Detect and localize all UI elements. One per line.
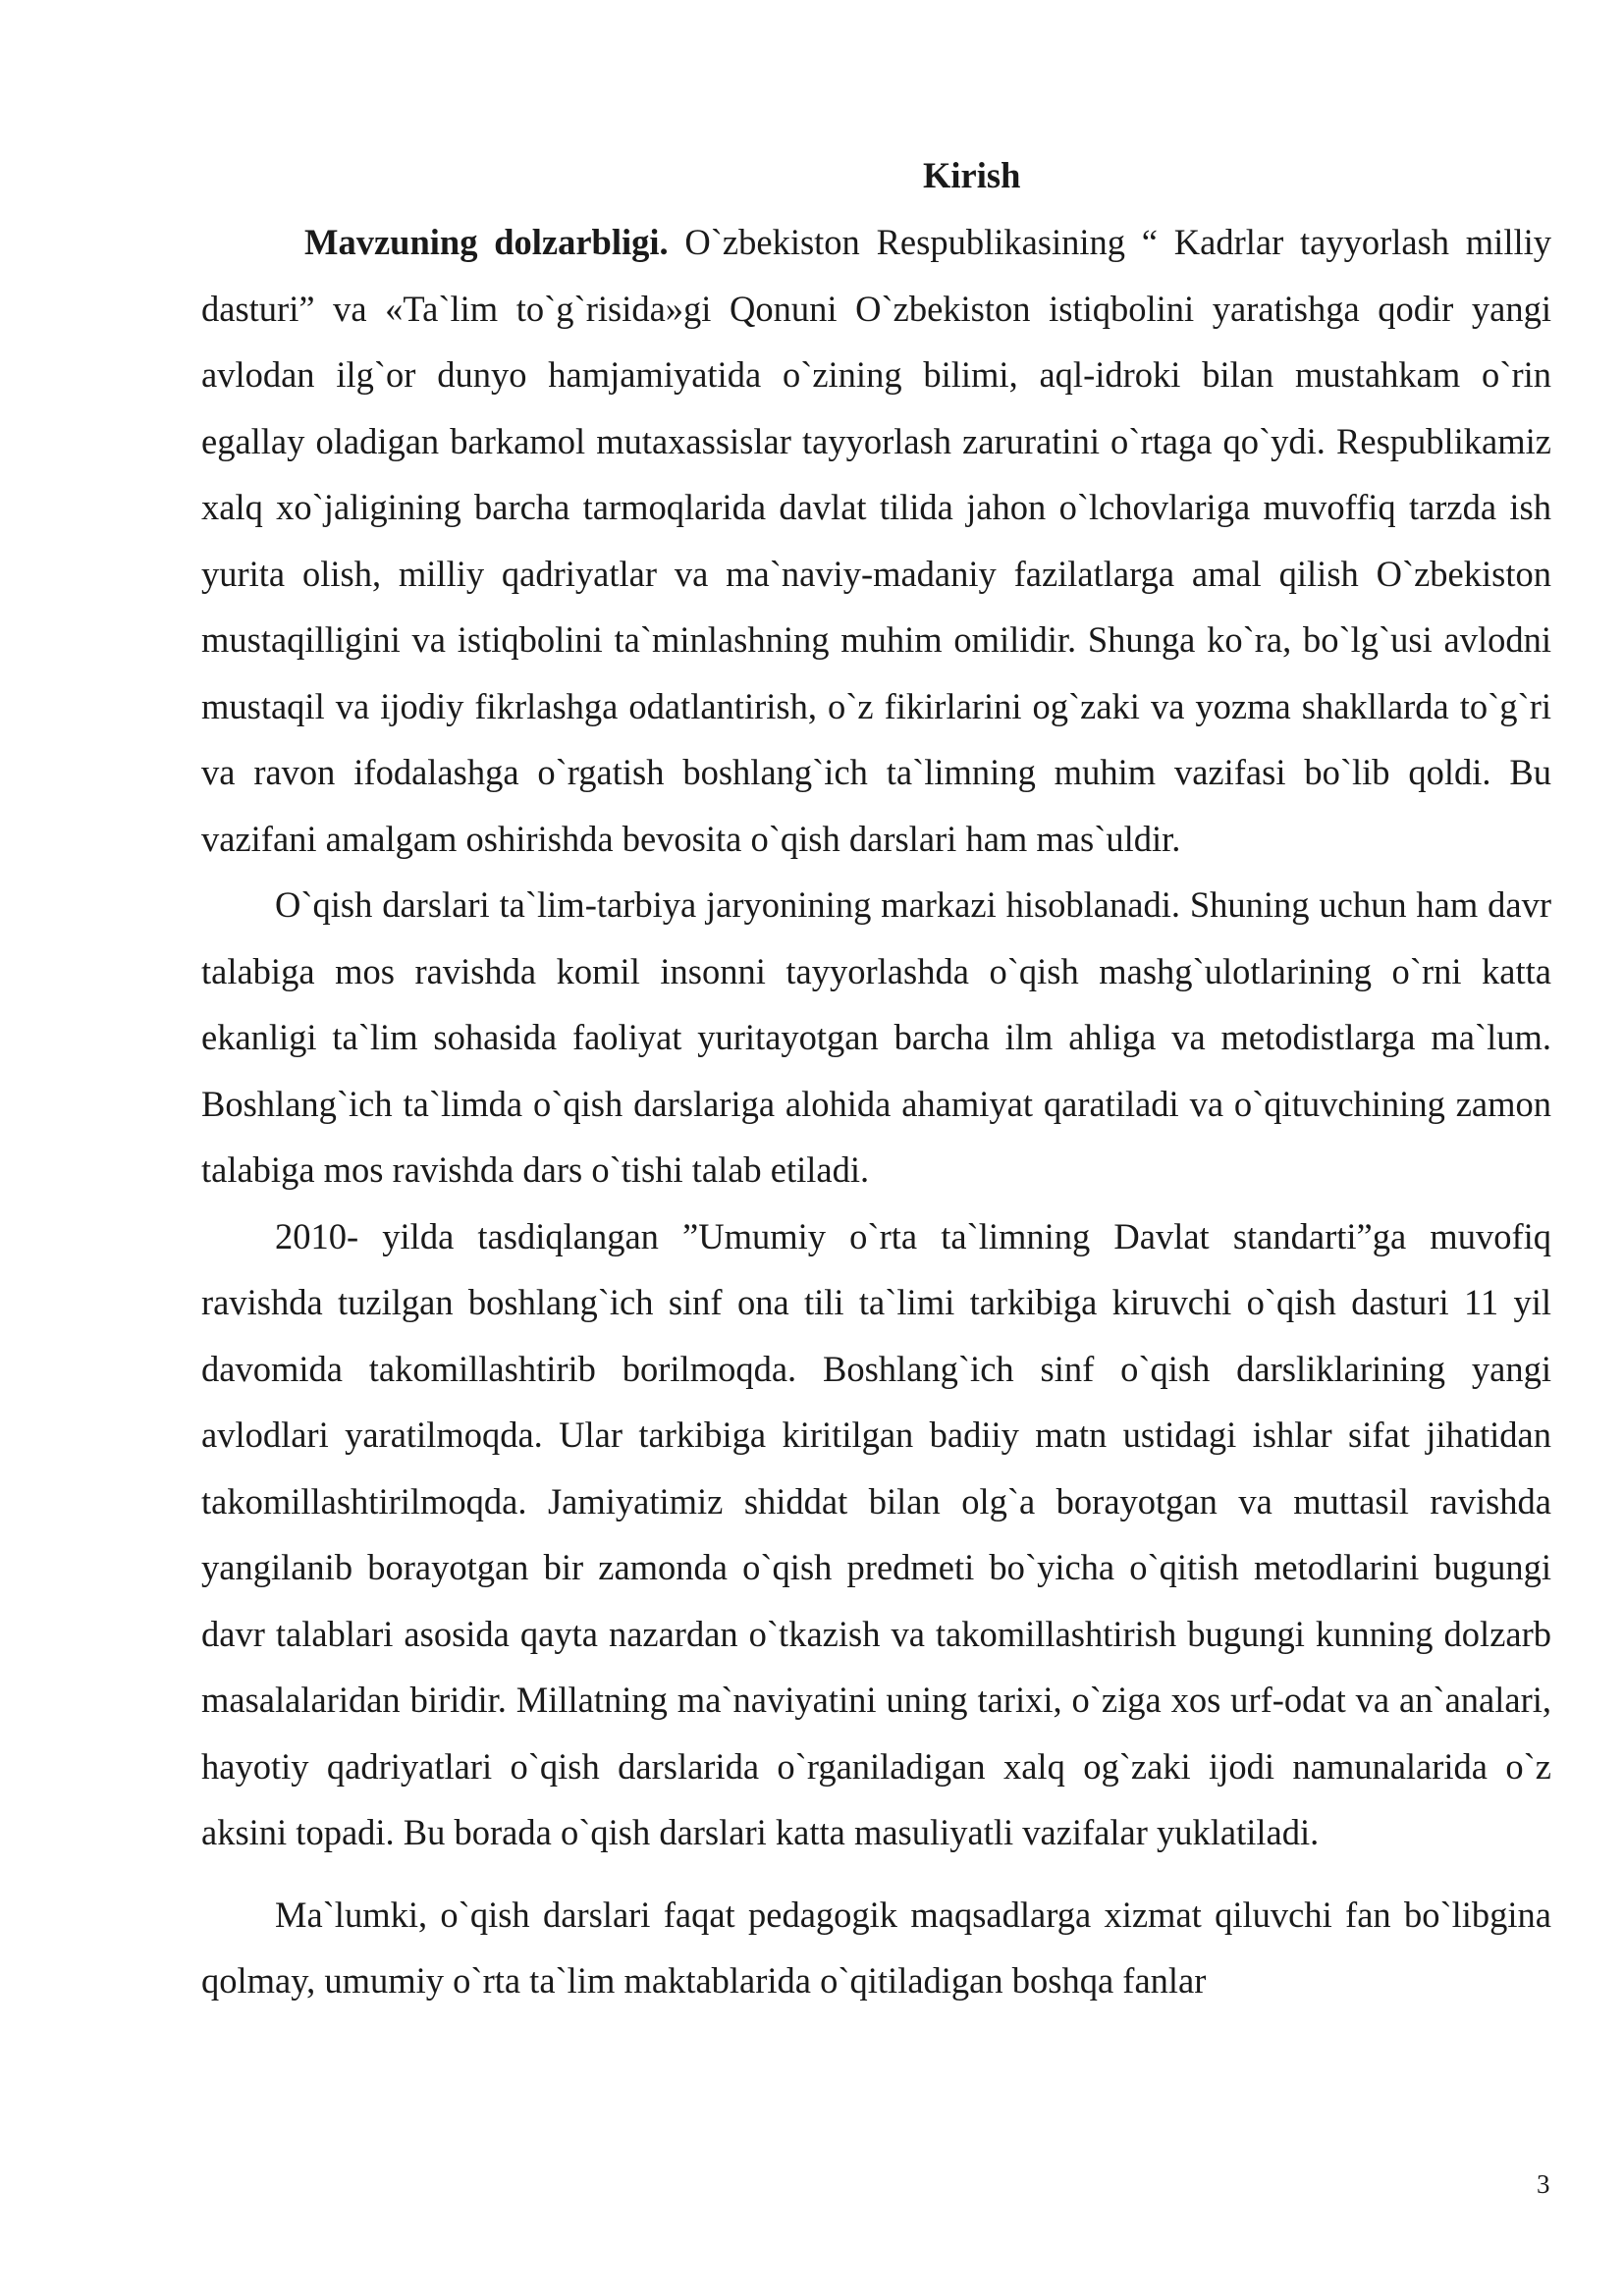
paragraph-known: Ma`lumki, o`qish darslari faqat pedagogik maqsadlarga xizmat qiluvchi fan bo`libgina qolmay, umumiy o`rta ta`lim maktablarida o`qitiladigan boshqa fanlar xyxy=(201,1894,1551,2001)
paragraph-relevance-body: O`zbekiston Respublikasining “ Kadrlar tayyorlash milliy dasturi” va «Ta`lim to`g`risida»gi Qonuni O`zbekiston istiqbolini yaratishga qodir yangi avlodan ilg`or dunyo hamjamiyatida o`zining bilimi, aql-idroki bilan mustahkam o`rin egallay oladigan barkamol mutaxassislar tayyorlash zaruratini o`rtaga qo`ydi. Respublikamiz xalq xo`jaligining barcha tarmoqlarida davlat tilida jahon o`lchovlariga muvoffiq tarzda ish yurita olish, milliy qadriyatlar va ma`naviy-madaniy fazilatlarga amal qilish O`zbekiston mustaqilligini va istiqbolini ta`minlashning muhim omilidir. Shunga ko`ra, bo`lg`usi avlodni mustaqil va ijodiy fikrlashga odatlantirish, o`z fikirlarini og`zaki va yozma shakllarda to`g`ri va ravon ifodalashga o`rgatish boshlang`ich ta`limning muhim vazifasi bo`lib qoldi. Bu vazifani amalgam oshirishda bevosita o`qish darslari ham mas`uldir. xyxy=(201,222,1551,859)
page-number: 3 xyxy=(1537,2169,1550,2199)
paragraph-lead: Mavzuning dolzarbligi. xyxy=(304,222,669,262)
paragraph-standard: 2010- yilda tasdiqlangan ”Umumiy o`rta ta`limning Davlat standarti”ga muvofiq ravishda tuzilgan boshlang`ich sinf ona tili ta`limi tarkibiga kiruvchi o`qish dasturi 11 yil davomida takomillashtirib borilmoqda. Boshlang`ich sinf o`qish darsliklarining yangi avlodlari yaratilmoqda. Ular tarkibiga kiritilgan badiiy matn ustidagi ishlar sifat jihatidan takomillashtirilmoqda. Jamiyatimiz shiddat bilan olg`a borayotgan va muttasil ravishda yangilanib borayotgan bir zamonda o`qish predmeti bo`yicha o`qitish metodlarini bugungi davr talablari asosida qayta nazardan o`tkazish va takomillashtirish bugungi kunning dolzarb masalalaridan biridir. Millatning ma`naviyatini uning tarixi, o`ziga xos urf-odat va an`analari, hayotiy qadriyatlari o`qish darslarida o`rganiladigan xalq og`zaki ijodi namunalarida o`z aksini topadi. Bu borada o`qish darslari katta masuliyatli vazifalar yuklatiladi. xyxy=(201,1215,1551,1852)
paragraph-reading-lessons: O`qish darslari ta`lim-tarbiya jaryonining markazi hisoblanadi. Shuning uchun ham davr talabiga mos ravishda komil insonni tayyorlashda o`qish mashg`ulotlarining o`rni katta ekanligi ta`lim sohasida faoliyat yuritayotgan barcha ilm ahliga va metodistlarga ma`lum. Boshlang`ich ta`limda o`qish darslariga alohida ahamiyat qaratiladi va o`qituvchining zamon talabiga mos ravishda dars o`tishi talab etiladi. xyxy=(201,884,1551,1190)
body-text xyxy=(201,209,1551,2014)
section-heading: Kirish xyxy=(923,155,1021,195)
paragraph-relevance xyxy=(201,209,1551,872)
